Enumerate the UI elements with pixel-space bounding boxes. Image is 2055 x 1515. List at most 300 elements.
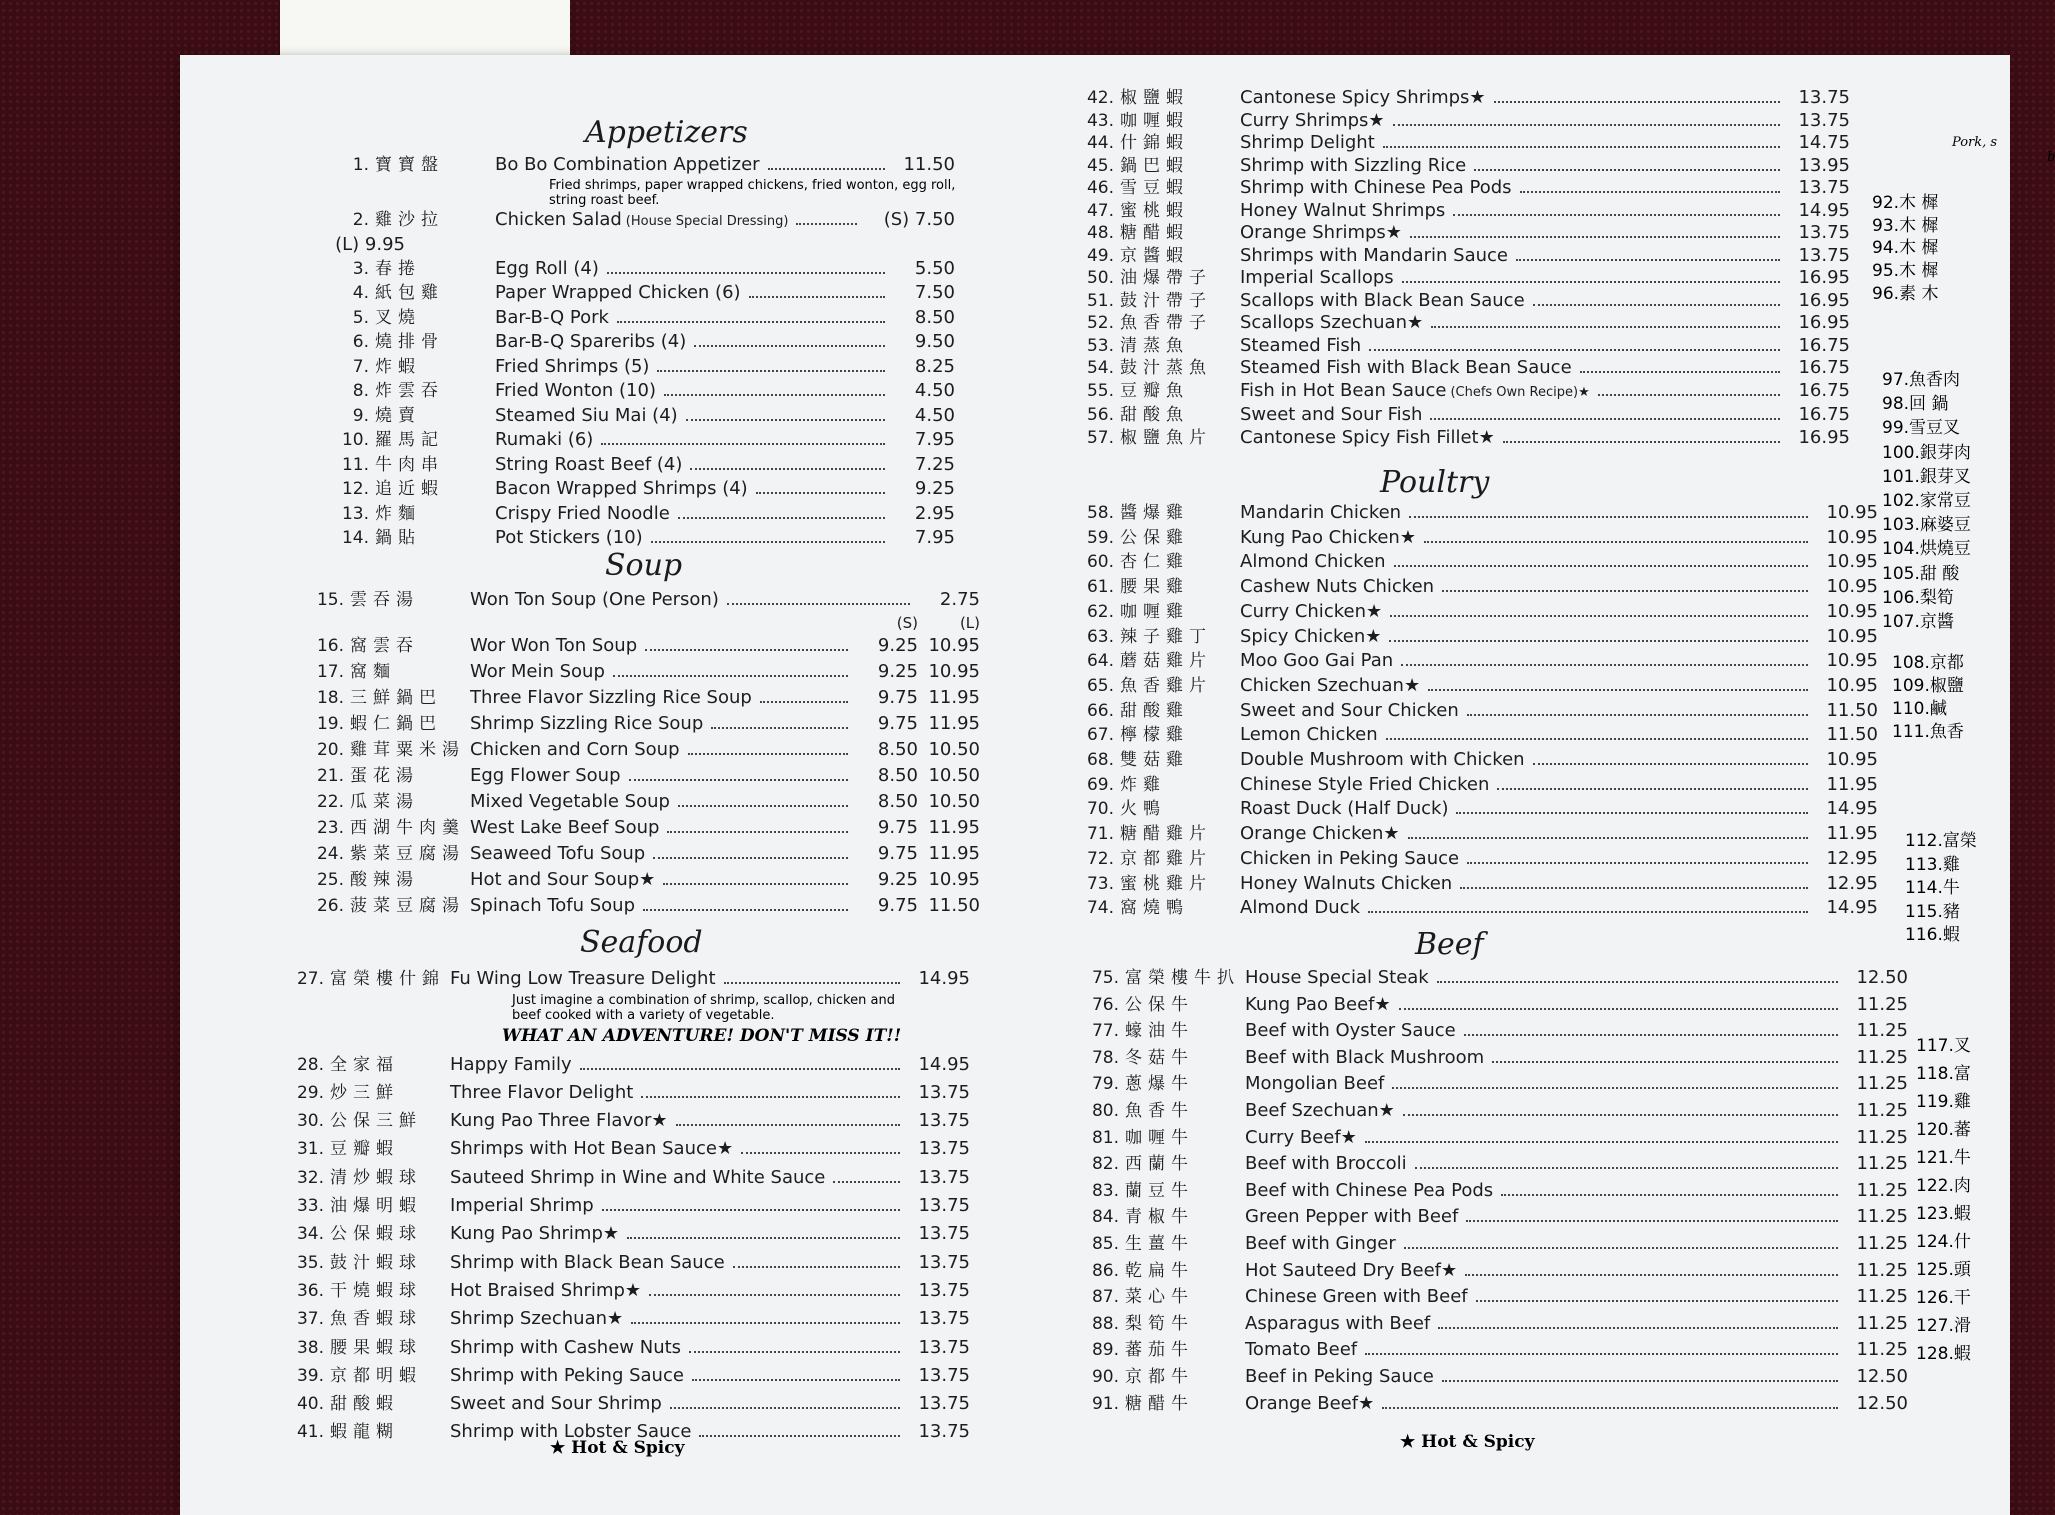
item-name: Shrimps with Mandarin Sauce — [1240, 244, 1508, 266]
item-price: 16.75 — [1798, 357, 1850, 378]
item-chinese-name: 富榮樓什錦 — [330, 969, 445, 989]
dot-leader — [1389, 640, 1808, 642]
menu-item — [1070, 847, 1878, 872]
dot-leader — [1520, 191, 1780, 193]
item-chinese-name: 春捲 — [375, 258, 421, 279]
menu-item — [1070, 797, 1878, 822]
dot-leader — [694, 345, 885, 347]
item-name: Curry Shrimps★ — [1240, 109, 1385, 131]
menu-item — [280, 1362, 970, 1390]
menu-item — [1075, 1045, 1908, 1072]
dot-leader — [1437, 981, 1838, 983]
menu-item — [1070, 200, 1850, 223]
item-name: Beef with Chinese Pea Pods — [1245, 1179, 1494, 1201]
dot-leader — [1598, 394, 1780, 396]
item-chinese-name: 魚香牛 — [1125, 1100, 1194, 1121]
item-name: Won Ton Soup (One Person) — [470, 589, 719, 610]
dot-leader — [1430, 418, 1780, 420]
item-name: Shrimp with Lobster Sauce — [450, 1421, 692, 1443]
menu-item — [1075, 1391, 1908, 1418]
item-number: 58. — [1086, 503, 1114, 523]
partial-item: 117.叉 — [1916, 1036, 1971, 1056]
item-name: Honey Walnut Shrimps — [1240, 199, 1446, 221]
item-number: 11. — [341, 454, 369, 475]
item-price: 11.50 — [1826, 724, 1878, 746]
dot-leader — [749, 296, 885, 298]
partial-item: 113.雞 — [1905, 854, 1960, 875]
item-price-large: 11.95 — [928, 687, 980, 708]
item-price-large: 10.95 — [928, 635, 980, 656]
hot-spicy-note-right: ★ Hot & Spicy — [1400, 1432, 1535, 1452]
item-price: 13.75 — [918, 1364, 970, 1386]
item-price: 11.25 — [1856, 1339, 1908, 1361]
item-chinese-name: 雲吞湯 — [350, 590, 419, 610]
item-chinese-name: 什錦蝦 — [1120, 133, 1189, 153]
item-price-small: 9.75 — [877, 895, 918, 916]
item-number: 2. — [352, 209, 369, 230]
item-name: Crispy Fried Noodle — [495, 502, 670, 524]
item-price: 13.75 — [1798, 109, 1850, 131]
menu-item — [325, 257, 955, 282]
item-number: 15. — [316, 590, 344, 610]
menu-item — [1070, 699, 1878, 724]
item-chinese-name: 甜酸雞 — [1120, 700, 1189, 721]
menu-item — [280, 1305, 970, 1333]
item-price: 9.25 — [914, 478, 955, 499]
item-name: Egg Roll (4) — [495, 257, 599, 279]
partial-group-1 — [1872, 192, 1938, 306]
dot-leader — [1368, 911, 1808, 913]
menu-item — [1075, 1071, 1908, 1098]
item-price: 10.95 — [1826, 674, 1878, 696]
item-chinese-name: 燒賣 — [375, 405, 421, 426]
item-name: Shrimp with Chinese Pea Pods — [1240, 177, 1512, 198]
item-name: Sweet and Sour Fish — [1240, 404, 1423, 425]
item-price-large: 10.50 — [928, 791, 980, 812]
menu-item — [325, 379, 955, 404]
item-name: Orange Shrimps★ — [1240, 222, 1402, 243]
dot-leader — [670, 1407, 900, 1409]
item-name: Chicken and Corn Soup — [470, 739, 680, 760]
list-beef — [1075, 965, 1908, 1417]
menu-item — [325, 477, 955, 502]
item-price: 14.95 — [918, 1053, 970, 1075]
partial-item: 115.豬 — [1905, 901, 1960, 922]
dot-leader — [602, 1209, 900, 1211]
item-price: 12.50 — [1856, 967, 1908, 988]
item-name: Beef with Black Mushroom — [1245, 1046, 1485, 1068]
item-number: 88. — [1091, 1313, 1119, 1334]
dot-leader — [1466, 1220, 1838, 1222]
item-number: 36. — [296, 1280, 324, 1301]
item-price: 13.75 — [1798, 222, 1850, 243]
item-number: 68. — [1086, 750, 1114, 771]
dot-leader — [1494, 101, 1780, 103]
item-number: 51. — [1086, 290, 1114, 311]
item-price: 11.25 — [1856, 1286, 1908, 1308]
partial-item: 128.蝦 — [1916, 1344, 1971, 1364]
item-name: Shrimp Delight — [1240, 132, 1375, 153]
item-name: Shrimp Sizzling Rice Soup — [470, 713, 704, 734]
dot-leader — [1476, 1300, 1838, 1302]
item-chinese-name: 炒三鮮 — [330, 1082, 399, 1103]
item-price-small: 8.50 — [877, 791, 918, 812]
dot-leader — [580, 1068, 900, 1070]
item-name: Fish in Hot Bean Sauce — [1240, 379, 1447, 401]
dot-leader — [690, 468, 885, 470]
item-chinese-name: 咖喱牛 — [1125, 1127, 1194, 1148]
item-name: Shrimp with Peking Sauce — [450, 1364, 684, 1386]
item-number: 47. — [1086, 200, 1114, 221]
item-chinese-name: 雪豆蝦 — [1120, 178, 1189, 198]
item-name: Paper Wrapped Chicken (6) — [495, 282, 741, 303]
menu-item — [1070, 649, 1878, 674]
menu-item — [1075, 1098, 1908, 1125]
dot-leader — [1467, 862, 1808, 864]
item-chinese-name: 炸蝦 — [375, 356, 421, 377]
item-name: Honey Walnuts Chicken — [1240, 872, 1453, 894]
dot-leader — [688, 753, 848, 755]
item-number: 5. — [352, 307, 369, 328]
menu-item — [1070, 501, 1878, 526]
item-number: 30. — [296, 1111, 324, 1132]
item-chinese-name: 魚香蝦球 — [330, 1309, 422, 1330]
item-name: Chicken Szechuan★ — [1240, 674, 1421, 696]
item-price: 16.95 — [1798, 312, 1850, 333]
item-price: 10.95 — [1826, 576, 1878, 598]
dot-leader — [760, 701, 848, 703]
item-chinese-name: 腰果蝦球 — [330, 1337, 422, 1358]
item-name: Rumaki (6) — [495, 429, 594, 450]
item-chinese-name: 追近蝦 — [375, 479, 444, 499]
item-number: 77. — [1091, 1021, 1119, 1042]
item-chinese-name: 西蘭牛 — [1125, 1154, 1194, 1175]
menu-item — [300, 711, 980, 737]
dot-leader — [629, 779, 848, 781]
partial-top-note — [1952, 135, 2055, 165]
menu-item — [280, 1135, 970, 1163]
item-price: 7.50 — [914, 282, 955, 303]
partial-item: 114.牛 — [1905, 878, 1960, 898]
partial-item: 111.魚香 — [1892, 722, 1964, 742]
menu-item — [280, 1277, 970, 1305]
item-chinese-name: 鍋貼 — [375, 528, 421, 548]
menu-item — [300, 737, 980, 763]
partial-group-3 — [1892, 652, 1964, 744]
heading-appetizers: Appetizers — [585, 115, 748, 150]
item-chinese-name: 菠菜豆腐湯 — [350, 896, 465, 916]
item-name: House Special Steak — [1245, 967, 1429, 988]
dot-leader — [689, 1351, 900, 1353]
item-price: 13.75 — [918, 1138, 970, 1160]
item-price-large: 11.50 — [928, 895, 980, 916]
dot-leader — [1442, 590, 1808, 592]
item-chinese-name: 三鮮鍋巴 — [350, 688, 442, 708]
item-price: 2.95 — [914, 502, 955, 524]
item-name: Orange Chicken★ — [1240, 823, 1400, 845]
item-chinese-name: 清炒蝦球 — [330, 1167, 422, 1188]
item-price: 13.95 — [1798, 154, 1850, 176]
item-price: 5.50 — [914, 257, 955, 279]
item-price: 11.25 — [1856, 1312, 1908, 1334]
menu-item — [300, 633, 980, 659]
item-chinese-name: 炸雲吞 — [375, 381, 444, 401]
item-chinese-name: 油爆明蝦 — [330, 1196, 422, 1217]
item-chinese-name: 西湖牛肉羹 — [350, 818, 465, 838]
partial-item: 97.魚香肉 — [1882, 370, 1961, 390]
menu-item — [1070, 404, 1850, 427]
item-name: Chinese Green with Beef — [1245, 1286, 1468, 1308]
item-price: 4.50 — [914, 380, 955, 401]
item-number: 21. — [316, 766, 344, 786]
menu-item — [1070, 245, 1850, 268]
dot-leader — [1465, 1274, 1838, 1276]
item-price: 10.95 — [1826, 749, 1878, 771]
item-number: 76. — [1091, 994, 1119, 1015]
menu-item — [1075, 1364, 1908, 1391]
item-price: 11.25 — [1856, 1073, 1908, 1095]
menu-item — [1070, 267, 1850, 290]
partial-group-4 — [1905, 830, 1977, 948]
item-number: 6. — [352, 332, 369, 352]
item-name: Lemon Chicken — [1240, 724, 1378, 746]
heading-seafood: Seafood — [580, 925, 703, 960]
item-name: Scallops with Black Bean Sauce — [1240, 289, 1525, 311]
item-price: 13.75 — [918, 1393, 970, 1415]
item-price: 11.25 — [1856, 1259, 1908, 1281]
menu-item — [1070, 357, 1850, 380]
item-name: Shrimps with Hot Bean Sauce★ — [450, 1138, 734, 1160]
item-number: 62. — [1086, 601, 1114, 622]
menu-item — [1075, 1284, 1908, 1311]
partial-item: 112.富榮 — [1905, 831, 1977, 851]
dot-leader — [1442, 1380, 1838, 1382]
item-price: 13.75 — [918, 1279, 970, 1301]
item-note: (House Special Dressing) — [625, 213, 789, 229]
item-price: 11.25 — [1856, 1126, 1908, 1148]
menu-item — [1070, 872, 1878, 897]
dot-leader — [1365, 1353, 1838, 1355]
dot-leader — [727, 603, 910, 605]
item-number: 25. — [316, 870, 344, 890]
menu-item — [280, 1220, 970, 1248]
item-name: Mixed Vegetable Soup — [470, 791, 670, 812]
partial-item: 125.頭 — [1916, 1260, 1971, 1280]
item-chinese-name: 醬爆雞 — [1120, 503, 1189, 523]
partial-item: 96.素 木 — [1872, 283, 1939, 304]
item-price: 8.50 — [914, 306, 955, 328]
dot-leader — [1492, 1061, 1838, 1063]
item-number: 32. — [296, 1167, 324, 1188]
item-chinese-name: 窩雲吞 — [350, 636, 419, 656]
dot-leader — [601, 443, 885, 445]
item-number: 85. — [1091, 1233, 1119, 1254]
item-name: Roast Duck (Half Duck) — [1240, 798, 1449, 820]
partial-group-5 — [1916, 1032, 1971, 1368]
item-chinese-name: 公保牛 — [1125, 994, 1194, 1015]
item-chinese-name: 公保雞 — [1120, 527, 1189, 548]
item-number: 33. — [296, 1196, 324, 1217]
item-number: 65. — [1086, 675, 1114, 696]
item-number: 52. — [1086, 313, 1114, 333]
item-chinese-name: 清蒸魚 — [1120, 335, 1189, 356]
menu-item — [1070, 222, 1850, 245]
item-price: 14.95 — [1798, 199, 1850, 221]
item-number: 28. — [296, 1054, 324, 1075]
item-number: 66. — [1086, 700, 1114, 721]
item-price: 13.75 — [1798, 244, 1850, 266]
dot-leader — [1580, 371, 1780, 373]
item-chinese-name: 糖醋蝦 — [1120, 223, 1189, 243]
partial-top-note-text: Pork, s — [1952, 135, 1998, 150]
dot-leader — [667, 831, 848, 833]
dot-leader — [657, 370, 885, 372]
menu-item — [1070, 290, 1850, 313]
dot-leader — [1431, 326, 1780, 328]
item-chinese-name: 蠔油牛 — [1125, 1021, 1194, 1042]
item-price: 11.95 — [1826, 823, 1878, 845]
dot-leader — [645, 649, 848, 651]
item-number: 75. — [1091, 968, 1119, 988]
item-price-large: 11.95 — [928, 843, 980, 864]
item-name: Chicken in Peking Sauce — [1240, 847, 1460, 869]
menu-item — [1075, 992, 1908, 1019]
item-price: 16.95 — [1798, 426, 1850, 448]
partial-item: 102.家常豆 — [1882, 491, 1971, 512]
item-price: 14.95 — [1826, 897, 1878, 919]
partial-item: 110.鹹 — [1892, 699, 1947, 719]
dot-leader — [653, 857, 848, 859]
item-number: 44. — [1086, 133, 1114, 153]
item-number: 70. — [1086, 799, 1114, 820]
item-name: Egg Flower Soup — [470, 765, 621, 786]
menu-item — [300, 789, 980, 815]
item-name: Steamed Fish — [1240, 334, 1362, 356]
item-number: 8. — [352, 381, 369, 401]
partial-item: 107.京醬 — [1882, 612, 1954, 633]
item-chinese-name: 豆瓣魚 — [1120, 380, 1189, 401]
dot-leader — [1402, 281, 1780, 283]
item-name: Imperial Shrimp — [450, 1195, 594, 1217]
menu-item — [300, 867, 980, 893]
dot-leader — [1503, 441, 1780, 443]
item-number: 31. — [296, 1139, 324, 1160]
item-name: Curry Chicken★ — [1240, 600, 1383, 622]
item-price: 12.50 — [1856, 1392, 1908, 1414]
item-description: Fried shrimps, paper wrapped chickens, fried wonton, egg roll, string roast beef. — [549, 177, 956, 208]
item-number: 74. — [1086, 898, 1114, 919]
item-price: 11.25 — [1856, 993, 1908, 1015]
item-chinese-name: 乾扁牛 — [1125, 1260, 1194, 1281]
partial-item: 105.甜 酸 — [1882, 563, 1960, 584]
menu-item — [1075, 1231, 1908, 1258]
item-chinese-name: 叉燒 — [375, 307, 421, 328]
item-price-small: 9.75 — [877, 843, 918, 864]
item-chinese-name: 富榮樓牛扒 — [1125, 968, 1240, 988]
item-name: Sweet and Sour Chicken — [1240, 699, 1459, 721]
item-name: Shrimp with Cashew Nuts — [450, 1336, 682, 1358]
item-price: 11.50 — [903, 154, 955, 175]
menu-item — [300, 893, 980, 919]
partial-item: 121.牛 — [1916, 1148, 1971, 1168]
item-number: 18. — [316, 688, 344, 708]
dot-leader — [1438, 1327, 1838, 1329]
item-number: 64. — [1086, 651, 1114, 672]
item-name: Cantonese Spicy Shrimps★ — [1240, 87, 1486, 108]
item-number: 7. — [352, 356, 369, 377]
item-price-small: 8.50 — [877, 739, 918, 760]
menu-item — [280, 1390, 970, 1418]
item-price: 16.95 — [1798, 289, 1850, 311]
item-chinese-name: 杏仁雞 — [1120, 552, 1189, 573]
item-number: 56. — [1086, 405, 1114, 425]
dot-leader — [699, 1435, 900, 1437]
item-chinese-name: 青椒牛 — [1125, 1207, 1194, 1228]
partial-item: 94.木 樨 — [1872, 238, 1939, 259]
item-price-small: 9.25 — [877, 661, 918, 682]
menu-item — [1070, 526, 1878, 551]
menu-item — [1070, 335, 1850, 358]
item-name: Tomato Beef — [1245, 1339, 1358, 1361]
dot-leader — [607, 272, 885, 274]
item-number: 60. — [1086, 552, 1114, 573]
menu-item — [1070, 380, 1850, 405]
item-name: Shrimp Szechuan★ — [450, 1308, 624, 1330]
item-number: 35. — [296, 1252, 324, 1273]
size-header-small: (S) — [896, 614, 918, 632]
item-number: 84. — [1091, 1207, 1119, 1228]
item-name: Moo Goo Gai Pan — [1240, 650, 1394, 672]
item-number: 78. — [1091, 1047, 1119, 1068]
item-name: Double Mushroom with Chicken — [1240, 749, 1525, 771]
item-name: Wor Won Ton Soup — [470, 635, 638, 656]
item-name: Happy Family — [450, 1053, 572, 1075]
menu-item — [1070, 822, 1878, 847]
hot-spicy-note-left: ★ Hot & Spicy — [550, 1438, 685, 1458]
item-price-large: 11.95 — [928, 817, 980, 838]
dot-leader — [678, 517, 885, 519]
item-price: 12.50 — [1856, 1365, 1908, 1387]
partial-item: 98.回 鍋 — [1882, 394, 1949, 415]
menu-item — [1070, 896, 1878, 921]
menu-item — [1070, 773, 1878, 798]
item-chinese-name: 羅馬記 — [375, 430, 444, 450]
menu-item — [1070, 723, 1878, 748]
item-number: 42. — [1086, 88, 1114, 108]
item-price: 7.95 — [914, 429, 955, 450]
item-chinese-name: 菜心牛 — [1125, 1287, 1194, 1308]
partial-item: 119.雞 — [1916, 1092, 1971, 1112]
item-price: 10.95 — [1826, 526, 1878, 548]
item-chinese-name: 甜酸魚 — [1120, 405, 1189, 425]
item-name: Three Flavor Sizzling Rice Soup — [470, 687, 752, 708]
menu-item — [1075, 965, 1908, 992]
item-chinese-name: 燒排骨 — [375, 332, 444, 352]
item-name: Beef in Peking Sauce — [1245, 1365, 1434, 1387]
dot-leader — [1533, 304, 1780, 306]
menu-item — [1070, 550, 1878, 575]
partial-item: 92.木 樨 — [1872, 193, 1939, 213]
item-chinese-name: 酸辣湯 — [350, 870, 419, 890]
item-price: 10.95 — [1826, 551, 1878, 573]
item-price-small: 9.75 — [877, 687, 918, 708]
item-name: Bar-B-Q Pork — [495, 306, 609, 328]
item-chinese-name: 鼓汁蒸魚 — [1120, 358, 1212, 378]
item-name: Beef with Broccoli — [1245, 1153, 1407, 1175]
item-number: 39. — [296, 1365, 324, 1386]
dot-leader — [617, 321, 885, 323]
menu-item — [1070, 132, 1850, 155]
